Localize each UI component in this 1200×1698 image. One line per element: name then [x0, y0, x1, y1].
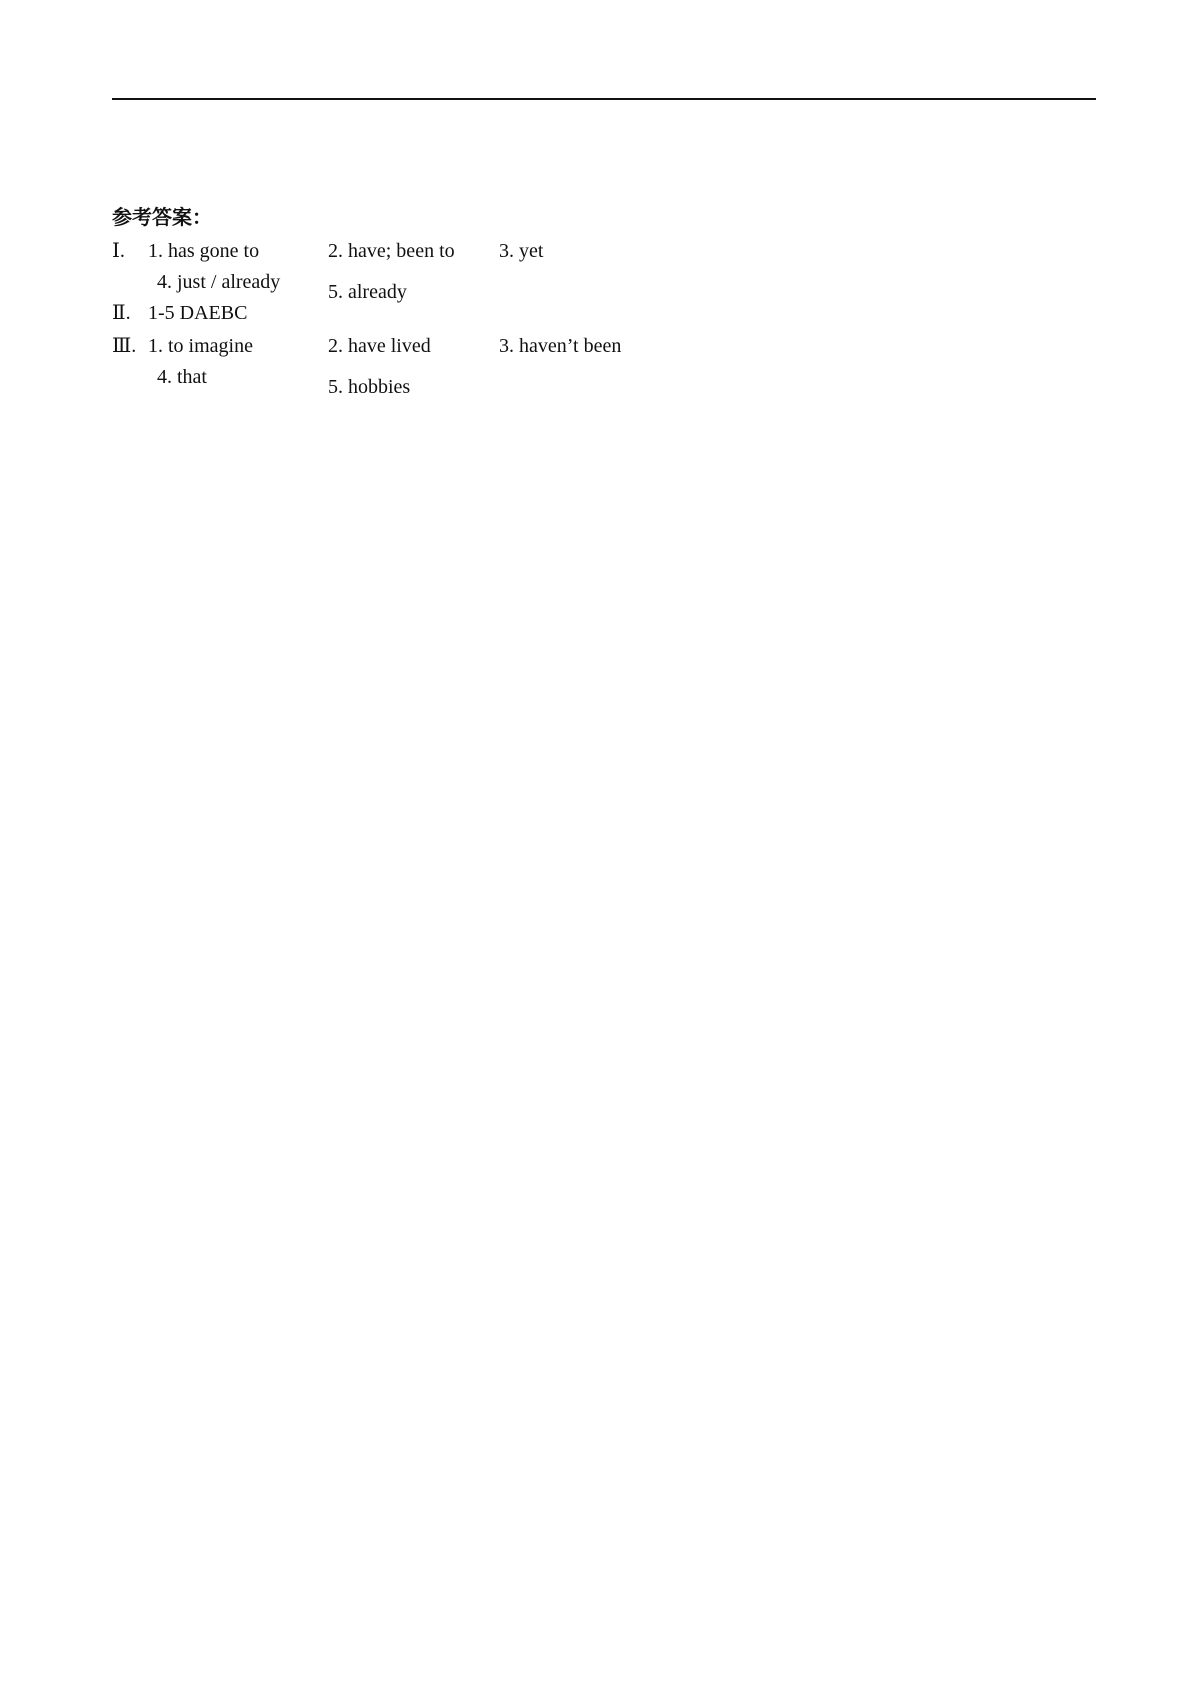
answer-3-1: 1. to imagine: [148, 335, 253, 357]
section-3-row-1: [112, 331, 812, 362]
answer-key: [112, 202, 812, 398]
header-rule: [112, 98, 1096, 100]
answer-1-5: 5. already: [328, 281, 407, 303]
section-3-numeral: Ⅲ.: [112, 335, 137, 357]
section-1-row-2: [112, 267, 812, 303]
answer-2-1: 1-5 DAEBC: [148, 302, 248, 324]
answer-1-1: 1. has gone to: [148, 240, 260, 262]
section-1-numeral: Ⅰ.: [112, 240, 125, 262]
section-1-row-1: [112, 236, 812, 267]
answer-3-3: 3. haven’t been: [499, 335, 622, 357]
answer-3-2: 2. have lived: [328, 335, 431, 357]
answer-1-4: 4. just / already: [157, 271, 281, 293]
answer-key-heading: 参考答案：: [112, 205, 212, 229]
section-3-row-2: [112, 362, 812, 398]
answer-3-4: 4. that: [157, 366, 207, 388]
section-2-numeral: Ⅱ.: [112, 302, 131, 324]
answer-1-2: 2. have; been to: [328, 240, 455, 262]
answer-3-5: 5. hobbies: [328, 376, 411, 398]
answer-1-3: 3. yet: [499, 240, 544, 262]
